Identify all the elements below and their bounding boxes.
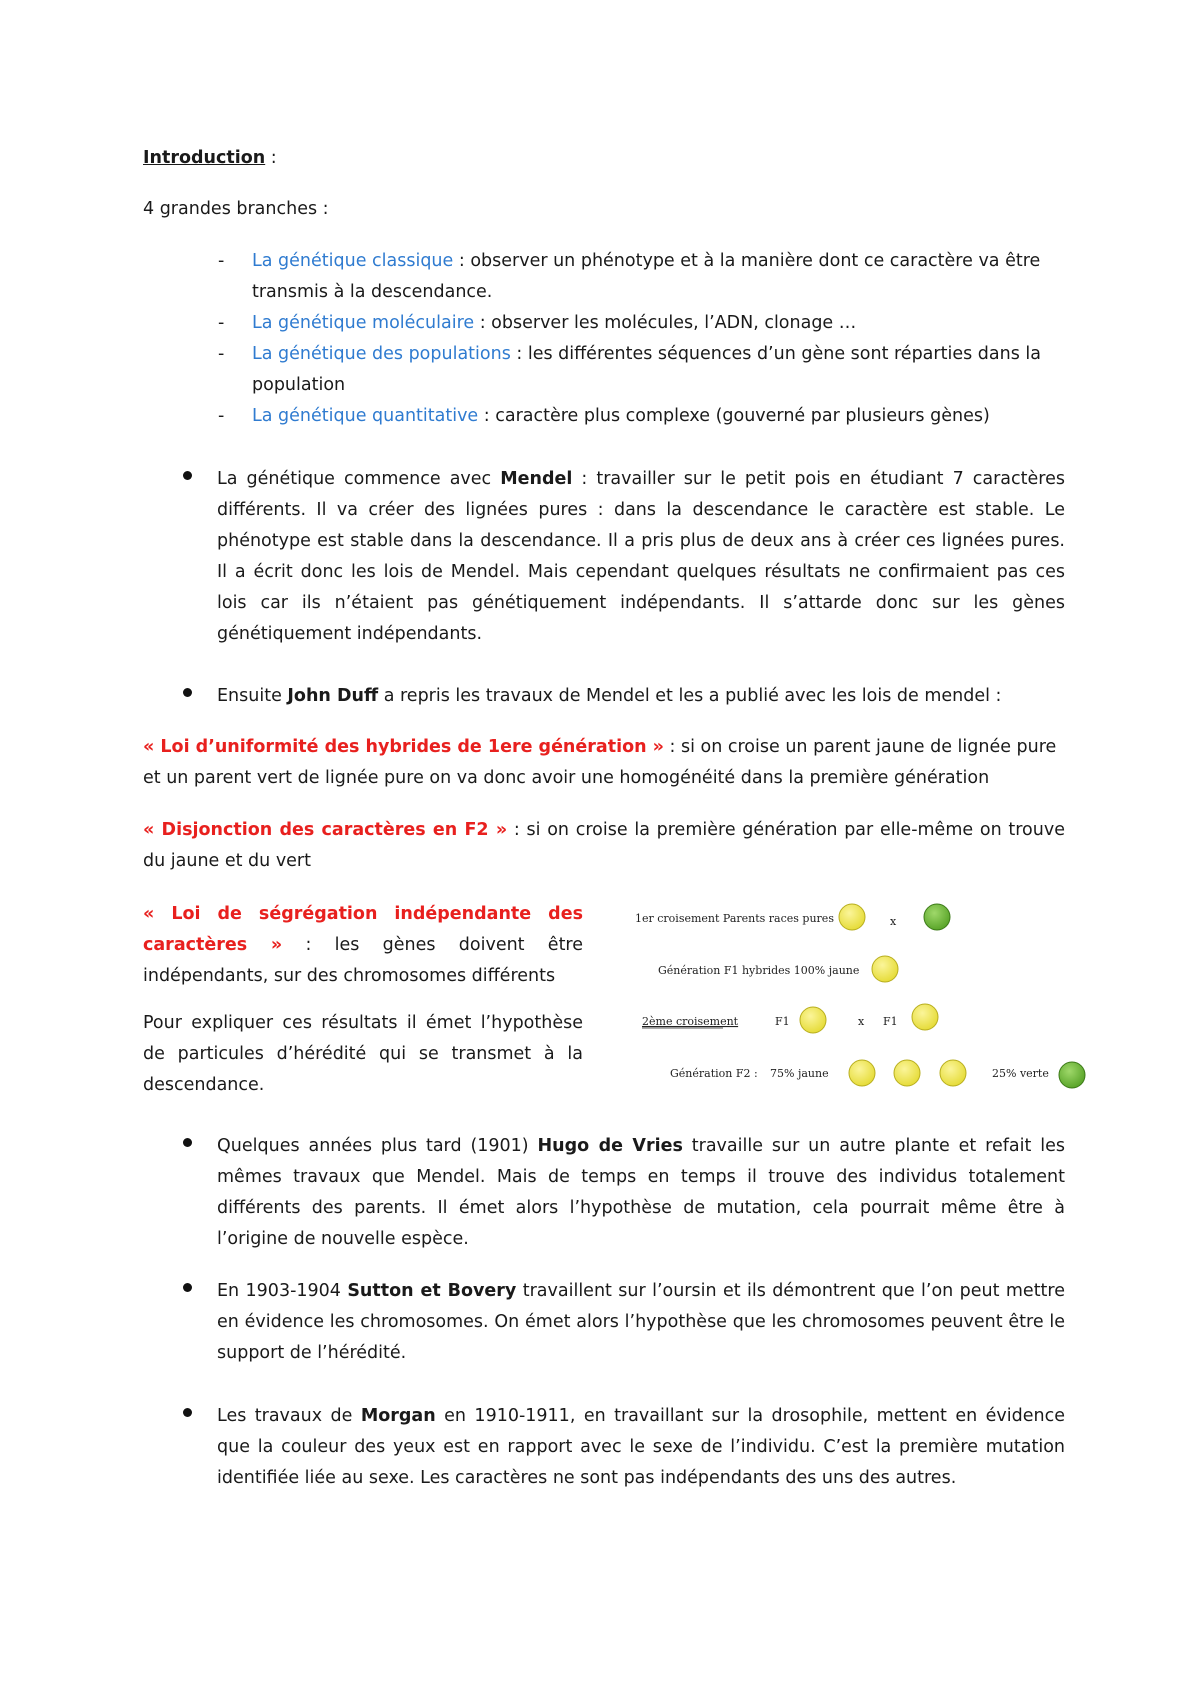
text-fragment: en 1910-1911, en travaillant sur la drosophile, mettent en évidence que la couleur des yeux est en rapport avec le sexe de l’individu. C’est la première mutation identifiée liée au sexe. Les caractères ne sont pas indépendants des uns des autres. <box>217 1406 1065 1488</box>
yellow-pea <box>800 1007 826 1033</box>
row1-label: 1er croisement Parents races pures <box>635 912 834 925</box>
dash-marker: - <box>218 344 225 364</box>
scientist-name: Sutton et Bovery <box>347 1281 517 1301</box>
scientist-name: John Duff <box>287 686 379 706</box>
yellow-pea <box>849 1060 875 1086</box>
bullet-dot <box>183 688 192 697</box>
branch-name: La génétique des populations <box>252 344 511 364</box>
text-fragment: Quelques années plus tard (1901) <box>217 1136 538 1156</box>
branch-text: : les différentes séquences d’un gène sont réparties dans la population <box>252 344 1041 395</box>
law-text: : les gènes doivent être indépendants, sur des chromosomes différents <box>143 935 584 986</box>
text-fragment: : travailler sur le petit pois en étudiant 7 caractères différents. Il va créer des lignées pures : dans la descendance le caractère est stable. Le phénotype est stable dans la descendance. Il a pris plus de deux ans à créer ces lignées pures. Il a écrit donc les lois de Mendel. Mais cependant quelques résultats ne confirmaient pas ces lois car ils n’étaient pas génétiquement indépendants. Il s’attarde donc sur les gènes génétiquement indépendants. <box>217 469 1065 644</box>
law-segregation <box>143 899 583 992</box>
scientist-name: Hugo de Vries <box>537 1136 683 1156</box>
yellow-pea <box>872 956 898 982</box>
intro-heading <box>143 143 277 174</box>
f1-label: F1 <box>883 1015 898 1028</box>
bullet-dot <box>183 1138 192 1147</box>
intro-title-suffix: : <box>265 148 277 168</box>
yellow-pea <box>912 1004 938 1030</box>
text-fragment: Ensuite <box>217 686 288 706</box>
paragraph-de-vries <box>217 1131 1065 1255</box>
text-fragment: Les travaux de <box>217 1406 361 1426</box>
dash-marker: - <box>218 406 225 426</box>
bullet-dot <box>183 471 192 480</box>
row4-label: Génération F2 : <box>670 1067 758 1080</box>
branch-item <box>252 401 1072 432</box>
text-fragment: La génétique commence avec <box>217 469 501 489</box>
branch-name: La génétique classique <box>252 251 454 271</box>
law-uniformity <box>143 732 1065 794</box>
yellow-pea <box>894 1060 920 1086</box>
row3-label: 2ème croisement <box>642 1015 739 1028</box>
branch-text: : observer un phénotype et à la manière dont ce caractère va être transmis à la descendance. <box>252 251 1041 302</box>
law-title: « Loi d’uniformité des hybrides de 1ere génération » <box>143 737 664 757</box>
text-fragment: a repris les travaux de Mendel et les a publié avec les lois de mendel : <box>378 686 1002 706</box>
paragraph-morgan <box>217 1401 1065 1494</box>
f1-label: F1 <box>775 1015 790 1028</box>
yellow-pea <box>839 904 865 930</box>
branch-item <box>252 246 1072 308</box>
branch-text: : caractère plus complexe (gouverné par plusieurs gènes) <box>478 406 990 426</box>
dash-marker: - <box>218 251 225 271</box>
intro-title: Introduction <box>143 148 266 168</box>
paragraph-duff <box>217 681 1065 712</box>
law-text: : si on croise un parent jaune de lignée pure et un parent vert de lignée pure on va donc avoir une homogénéité dans la première génération <box>143 737 1057 788</box>
law-title: « Loi de ségrégation indépendante des caractères » <box>143 904 583 955</box>
paragraph-sutton-bovery <box>217 1276 1065 1369</box>
row2-label: Génération F1 hybrides 100% jaune <box>658 964 860 977</box>
branch-name: La génétique quantitative <box>252 406 479 426</box>
dash-marker: - <box>218 313 225 333</box>
cross-symbol: x <box>890 915 897 928</box>
green-pea <box>1059 1062 1085 1088</box>
hypothesis-paragraph: Pour expliquer ces résultats il émet l’hypothèse de particules d’hérédité qui se transmet à la descendance. <box>143 1013 583 1095</box>
law-disjunction <box>143 815 1065 877</box>
mendel-cross-figure <box>620 895 1090 1110</box>
text-fragment: En 1903-1904 <box>217 1281 348 1301</box>
bullet-dot <box>183 1408 192 1417</box>
green-pea <box>924 904 950 930</box>
cross-symbol: x <box>858 1015 865 1028</box>
text-fragment: travaille sur un autre plante et refait les mêmes travaux que Mendel. Mais de temps en temps il trouve des individus totalement différents des parents. Il émet alors l’hypothèse de mutation, cela pourrait même être à l’origine de nouvelle espèce. <box>217 1136 1065 1249</box>
scientist-name: Morgan <box>360 1406 436 1426</box>
branches-heading: 4 grandes branches : <box>143 199 329 219</box>
bullet-dot <box>183 1283 192 1292</box>
yellow-percentage: 75% jaune <box>770 1067 829 1080</box>
branch-item <box>252 339 1072 401</box>
green-percentage: 25% verte <box>992 1067 1049 1080</box>
branch-text: : observer les molécules, l’ADN, clonage … <box>474 313 857 333</box>
branch-item <box>252 308 1072 339</box>
yellow-pea <box>940 1060 966 1086</box>
paragraph-mendel <box>217 464 1065 650</box>
branch-name: La génétique moléculaire <box>252 313 475 333</box>
law-text: : si on croise la première génération par elle-même on trouve du jaune et du vert <box>143 820 1065 871</box>
text-fragment: travaillent sur l’oursin et ils démontrent que l’on peut mettre en évidence les chromosomes. On émet alors l’hypothèse que les chromosomes peuvent être le support de l’hérédité. <box>217 1281 1065 1363</box>
scientist-name: Mendel <box>500 469 573 489</box>
law-title: « Disjonction des caractères en F2 » <box>143 820 508 840</box>
